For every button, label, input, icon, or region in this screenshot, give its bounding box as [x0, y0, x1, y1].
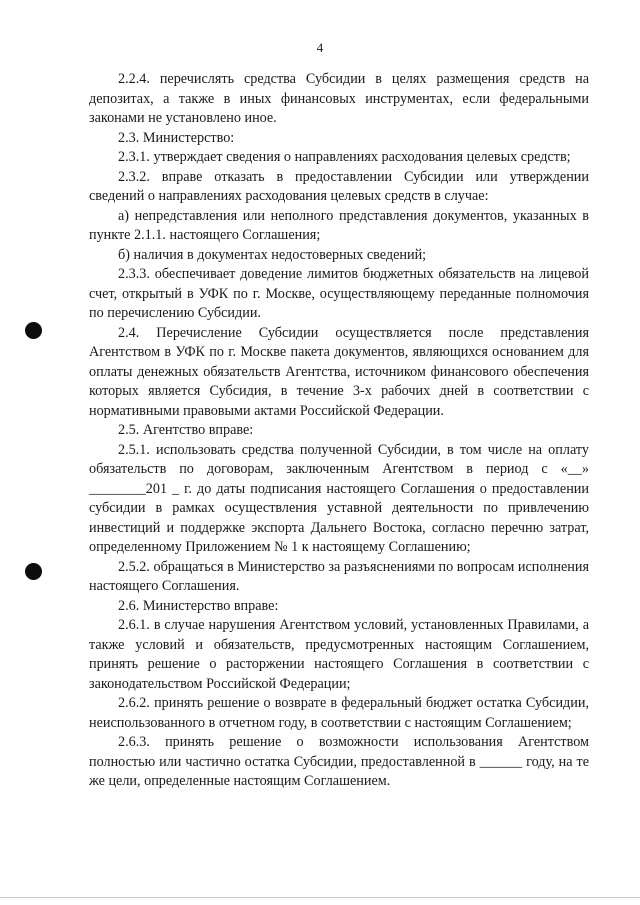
paragraph-2-5-2: 2.5.2. обращаться в Министерство за разъяснениями по вопросам исполнения настоящего Соглашения. [89, 558, 589, 594]
paragraph-2-6-1: 2.6.1. в случае нарушения Агентством условий, установленных Правилами, а также условий и обязательств, предусмотренных настоящим Соглашением, принять решение о расторжении настоящего Соглашения в соответствии с законодательством Российской Федерации; [89, 617, 589, 692]
heading-2-5: 2.5. Агентство вправе: [118, 422, 254, 438]
heading-2-3: 2.3. Министерство: [118, 129, 235, 146]
paragraph-2-2-4: 2.2.4. перечислять средства Субсидии в целях размещения средств на депозитах, а также в иных финансовых инструментах, если федеральными законами не установлено иное. [89, 71, 589, 126]
heading-2-6: 2.6. Министерство вправе: [118, 597, 279, 614]
scan-edge-line [0, 897, 640, 898]
paragraph-2-3-3: 2.3.3. обеспечивает доведение лимитов бюджетных обязательств на лицевой счет, открытый в УФК по г. Москве, осуществляющему переданные полномочия по перечислению Субсидии. [89, 266, 589, 321]
page-number: 4 [316, 40, 324, 55]
paragraph-2-6-3: 2.6.3. принять решение о возможности использования Агентством полностью или частично остатка Субсидии, предоставленной в ______ году, на те же цели, определенные настоящим Соглашением. [89, 734, 589, 789]
paragraph-2-3-2-a: а) непредставления или неполного представления документов, указанных в пункте 2.1.1. настоящего Соглашения; [89, 207, 589, 243]
paragraph-2-3-1: 2.3.1. утверждает сведения о направлениях расходования целевых средств; [118, 149, 571, 165]
paragraph-2-3-2-b: б) наличия в документах недостоверных сведений; [118, 246, 427, 263]
punch-hole-top [25, 322, 42, 339]
punch-hole-bottom [25, 563, 42, 580]
paragraph-2-4: 2.4. Перечисление Субсидии осуществляется после представления Агентством в УФК по г. Москве пакета документов, являющихся основанием для оплаты денежных обязательств Агентства, источником финансового обеспечения которых является Субсидия, в течение 3-х рабочих дней в соответствии с нормативными правовыми актами Российской Федерации. [89, 324, 589, 419]
document-body [89, 70, 589, 792]
paragraph-2-5-1: 2.5.1. использовать средства полученной Субсидии, в том числе на оплату обязательств по договорам, заключенным Агентством в период с «__» ________201 _ г. до даты подписания настоящего Соглашения о предоставлении субсидии в рамках осуществления уставной деятельности по привлечению инвестиций и поддержке экспорта Дальнего Востока, согласно перечню затрат, определенному Приложением № 1 к настоящему Соглашению; [89, 441, 589, 555]
paragraph-2-6-2: 2.6.2. принять решение о возврате в федеральный бюджет остатка Субсидии, неиспользованного в отчетном году, в соответствии с настоящим Соглашением; [89, 695, 589, 731]
paragraph-2-3-2: 2.3.2. вправе отказать в предоставлении Субсидии или утверждении сведений о направлениях расходования целевых средств в случае: [89, 168, 589, 204]
